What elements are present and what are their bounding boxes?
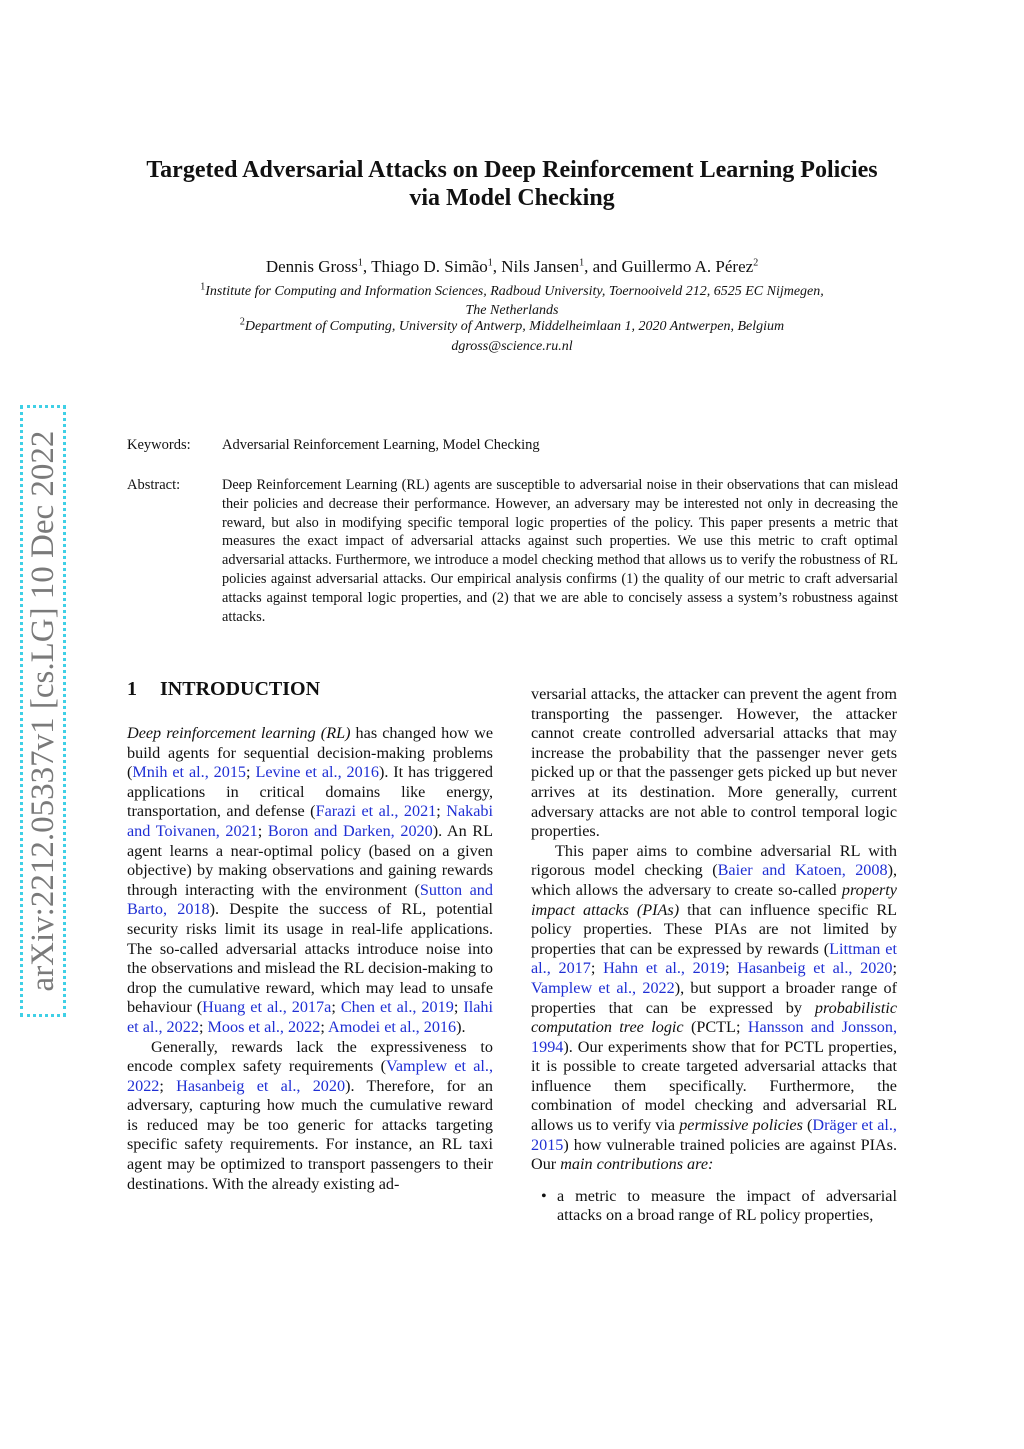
- body-text: ;: [436, 802, 447, 821]
- bullet-icon: •: [541, 1186, 547, 1205]
- affiliation-number: 1: [200, 281, 206, 293]
- author-affiliation-mark: 1: [487, 257, 493, 269]
- body-text: ). Our experiments show that for PCTL properties, it is possible to create targeted adversarial attacks that influence them specifically. Furthermore, the combination of model checking and adversarial RL allows us to verify via: [531, 1037, 897, 1135]
- author-affiliation-mark: 1: [357, 257, 363, 269]
- body-text: ).: [456, 1017, 466, 1036]
- section-heading: [127, 678, 320, 701]
- citation-link[interactable]: Hansson and Jonsson, 1994: [531, 1018, 897, 1056]
- arxiv-identifier[interactable]: arXiv:2212.05337v1 [cs.LG] 10 Dec 2022: [25, 430, 61, 992]
- keywords-text: Adversarial Reinforcement Learning, Model Checking: [222, 437, 540, 453]
- intro-paragraph: [127, 724, 493, 1038]
- citation-link[interactable]: Ilahi et al., 2022: [127, 998, 493, 1036]
- author: and Guillermo A. Pérez: [592, 257, 754, 276]
- section-title: INTRODUCTION: [160, 678, 321, 700]
- right-column: [531, 685, 897, 1226]
- body-text: versarial attacks, the attacker can prevent the agent from transporting the passenger. However, the attacker cannot create controlled adversarial attacks that may increase the probability that the passenger never gets picked up or that the passenger gets picked up but never arrives at its destination. More generally, current adversary attacks are not able to control temporal logic properties.: [531, 685, 897, 841]
- body-text: Generally, rewards lack the expressiveness to encode complex safety requirements (: [127, 1037, 493, 1076]
- emphasized-text: Deep reinforcement learning (RL): [127, 724, 351, 742]
- title-line-2: via Model Checking: [409, 185, 615, 211]
- intro-paragraph: [531, 842, 897, 1175]
- body-text: This paper aims to combine adversarial RL with rigorous model checking (: [531, 841, 897, 880]
- intro-paragraph: [531, 685, 897, 842]
- author-affiliation-mark: 1: [579, 257, 585, 269]
- body-text: that can influence specific RL policy properties. These PIAs are not limited by properties that can be expressed by rewards (: [531, 900, 898, 958]
- citation-link[interactable]: Hasanbeig et al., 2020: [737, 959, 893, 978]
- citation-link[interactable]: Moos et al., 2022: [207, 1017, 321, 1036]
- affiliation-1: [100, 283, 924, 301]
- affiliation-text: Department of Computing, University of Antwerp, Middelheimlaan 1, 2020 Antwerpen, Belgium: [244, 319, 785, 334]
- body-text: ;: [159, 1076, 177, 1095]
- citation-link[interactable]: Levine et al., 2016: [255, 763, 379, 782]
- body-text: ). It has triggered applications in critical domains like energy, transportation, and defense (: [127, 763, 493, 821]
- body-text: ) how vulnerable trained policies are against PIAs. Our: [531, 1135, 897, 1174]
- contribution-list-item: [531, 1187, 897, 1226]
- citation-link[interactable]: Huang et al., 2017a: [202, 998, 332, 1017]
- citation-link[interactable]: Sutton and Barto, 2018: [127, 880, 493, 919]
- contribution-text: a metric to measure the impact of adversarial attacks on a broad range of RL policy properties,: [557, 1186, 897, 1225]
- body-text: ;: [246, 763, 256, 782]
- citation-link[interactable]: Vamplew et al., 2022: [127, 1057, 493, 1095]
- body-text: has changed how we build agents for sequential decision-making problems (: [127, 724, 494, 782]
- affiliation-2: [100, 318, 924, 336]
- section-number: 1: [127, 678, 137, 700]
- title-line-1: Targeted Adversarial Attacks on Deep Reinforcement Learning Policies: [146, 157, 878, 183]
- affiliation-number: 2: [239, 316, 245, 328]
- keywords-label: Keywords:: [127, 437, 191, 453]
- affiliation-1-continued: The Netherlands: [465, 303, 559, 318]
- body-text: ), which allows the adversary to create so-called: [531, 861, 898, 899]
- citation-link[interactable]: Baier and Katoen, 2008: [717, 861, 888, 880]
- author: Thiago D. Simão: [371, 257, 488, 276]
- body-text: ;: [892, 959, 898, 978]
- citation-link[interactable]: Hahn et al., 2019: [603, 959, 726, 978]
- citation-link[interactable]: Farazi et al., 2021: [315, 802, 437, 821]
- citation-link[interactable]: Mnih et al., 2015: [132, 763, 247, 782]
- citation-link[interactable]: Littman et al., 2017: [531, 939, 897, 978]
- citation-link[interactable]: Dräger et al., 2015: [531, 1116, 897, 1154]
- emphasized-text: property impact attacks (PIAs): [531, 880, 897, 919]
- abstract-label: Abstract:: [127, 477, 181, 493]
- emphasized-text: probabilistic computation tree logic: [531, 998, 897, 1037]
- body-text: ;: [725, 959, 738, 978]
- body-text: (PCTL;: [683, 1018, 748, 1037]
- author: Nils Jansen: [501, 257, 580, 276]
- emphasized-text: permissive policies: [679, 1116, 803, 1135]
- abstract-text: Deep Reinforcement Learning (RL) agents are susceptible to adversarial noise in their observations that can mislead their policies and decrease their performance. However, an adversary may be interested not only in decreasing the reward, but also in modifying specific temporal logic properties of the policy. This paper presents a metric that measures the exact impact of adversarial attacks against such properties. We use this metric to craft optimal adversarial attacks. Furthermore, we introduce a model checking method that allows us to verify the robustness of RL policies against adversarial attacks. Our empirical analysis confirms (1) the quality of our metric to craft adversarial attacks against temporal logic properties, and (2) that we are able to concisely assess a system’s robustness against attacks.: [222, 477, 898, 625]
- body-text: ;: [198, 1017, 208, 1036]
- citation-link[interactable]: Boron and Darken, 2020: [267, 821, 433, 840]
- body-text: (: [802, 1116, 813, 1135]
- paper-title: [100, 156, 924, 212]
- body-text: ), but support a broader range of properties that can be expressed by: [531, 978, 897, 1017]
- citation-link[interactable]: Chen et al., 2019: [340, 998, 454, 1017]
- body-text: ). An RL agent learns a near-optimal policy (based on a given objective) by making observations and gaining rewards through interacting with the environment (: [127, 821, 494, 899]
- body-text: ;: [590, 959, 604, 978]
- body-text: ;: [331, 998, 341, 1017]
- author-affiliation-mark: 2: [753, 257, 759, 269]
- body-text: ). Therefore, for an adversary, capturing how much the cumulative reward is reduced may be too generic for attacks targeting specific safety requirements. For instance, an RL taxi agent may be optimized to transport passengers to their destinations. With the already existing ad-: [127, 1076, 494, 1193]
- emphasized-text: main contributions are:: [560, 1155, 714, 1174]
- body-text: ;: [453, 998, 464, 1017]
- body-text: ;: [257, 821, 268, 840]
- citation-link[interactable]: Nakabi and Toivanen, 2021: [127, 802, 494, 840]
- affiliation-text: Institute for Computing and Information Sciences, Radboud University, Toernooiveld 212, 6525 EC Nijmegen,: [205, 284, 824, 299]
- citation-link[interactable]: Hasanbeig et al., 2020: [176, 1076, 346, 1095]
- intro-paragraph: [127, 1038, 493, 1195]
- body-text: ;: [320, 1017, 328, 1036]
- body-text: ). Despite the success of RL, potential security risks limit its usage in real-life applications. The so-called adversarial attacks introduce noise into the observations and mislead the RL decision-making to drop the cumulative reward, which may lead to unsafe behaviour (: [127, 900, 493, 1017]
- contact-email[interactable]: dgross@science.ru.nl: [451, 339, 573, 354]
- left-column: [127, 724, 493, 1194]
- author-list: Dennis Gross$^1$, Thiago D. Simão$^1$, Nils Jansen$^1$, and Guillermo A. Pérez$^2$: [265, 257, 759, 276]
- citation-link[interactable]: Vamplew et al., 2022: [531, 978, 675, 997]
- citation-link[interactable]: Amodei et al., 2016: [328, 1017, 457, 1036]
- author: Dennis Gross: [265, 257, 358, 276]
